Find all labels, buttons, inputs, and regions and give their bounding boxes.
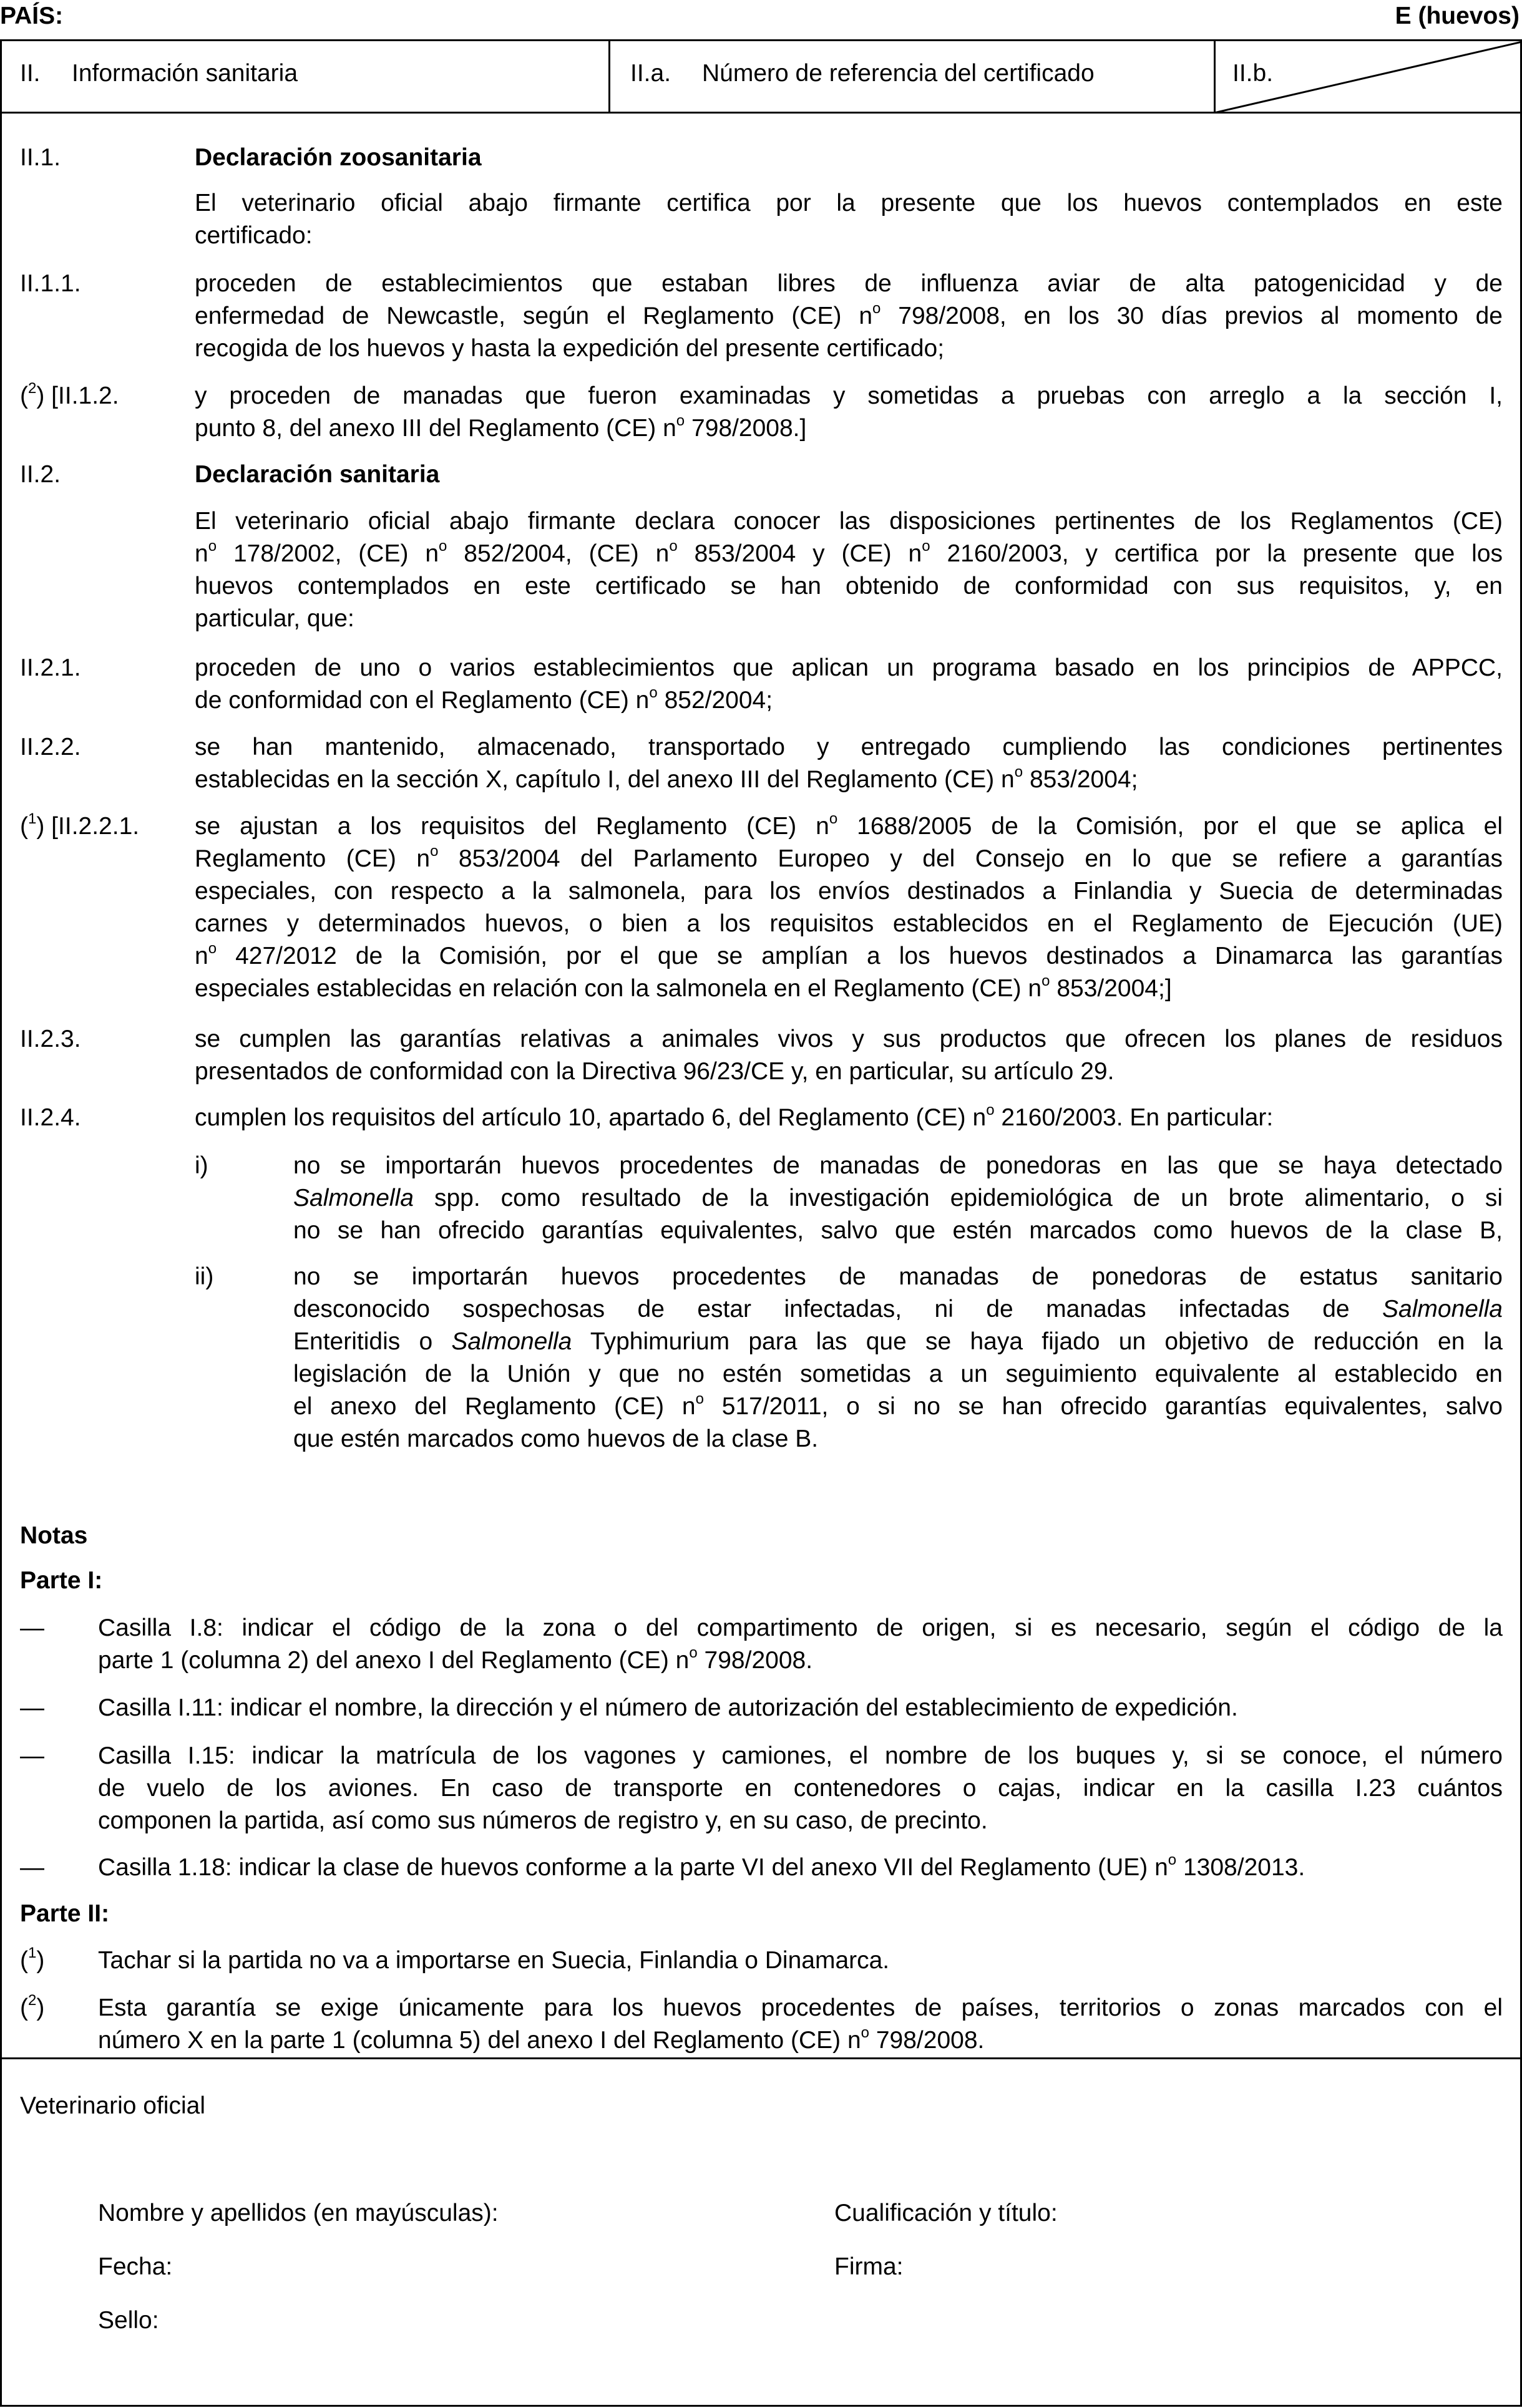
qualification-label: Cualificación y título: <box>834 2200 1058 2226</box>
clause-text: y proceden de manadas que fueron examinadas y sometidas a pruebas con arreglo a la sección I, punto 8, del anexo III del Reglamento (CE) $n^o$ 798/2008.] <box>195 382 1503 442</box>
notes-part2-heading: Parte II: <box>20 1900 110 1927</box>
date-label: Fecha: <box>98 2253 173 2280</box>
note-dash: — <box>20 1854 44 1881</box>
country-label: PAÍS: <box>0 2 64 29</box>
clause-text: se ajustan a los requisitos del Reglamento (CE) $n^o$ 1688/2005 de la Comisión, por el que se aplica el Reglamento (CE) $n^o$ 853/2004 del Parlamento Europeo y del Consejo en lo que se refiere a garantías especiales, con respecto a la salmonela, para los envíos destinados a Finlandia y Suecia de determinadas carnes y determinados huevos, o bien a los requisitos establecidos en el Reglamento de Ejecución (UE) $n^o$ 427/2012 de la Comisión, por el que se amplían a los huevos destinados a Dinamarca las garantías especiales establecidas en relación con la salmonela en el Reglamento (CE) $n^o$ 853/2004;] <box>195 810 1503 1002</box>
clause-number: ($^2$) [II.1.2. <box>20 380 119 409</box>
note-dash: — <box>20 1694 44 1721</box>
header-divider-1 <box>608 39 610 113</box>
clause-number: II.2.2. <box>20 734 81 760</box>
notes-title: Notas <box>20 1522 88 1549</box>
footnote-marker: ($^2$) <box>20 1992 45 2021</box>
signature-label: Firma: <box>834 2253 904 2280</box>
note-dash: — <box>20 1742 44 1769</box>
section-title: Declaración sanitaria <box>195 461 440 488</box>
frame-left-line <box>0 39 2 2407</box>
header-col2-number: II.a. <box>630 60 671 87</box>
section-intro: El veterinario oficial abajo firmante certifica por la presente que los huevos contemplados en este certificado: <box>195 190 1503 249</box>
note-item: Casilla I.15: indicar la matrícula de los vagones y camiones, el nombre de los buques y, si se conoce, el número de vuelo de los aviones. En caso de transporte en contenedores o cajas, indicar en la casilla I.23 cuántos componen la partida, así como sus números de registro y, en su caso, de precinto. <box>98 1742 1503 1834</box>
clause-text: se han mantenido, almacenado, transportado y entregado cumpliendo las condiciones pertinentes establecidas en la sección X, capítulo I, del anexo III del Reglamento (CE) $n^o$ 853/2004; <box>195 734 1503 793</box>
subitem-text: no se importarán huevos procedentes de manadas de ponedoras de estatus sanitario desconocido sospechosas de estar infectadas, ni de manadas infectadas de Salmonella Enteritidis o Salmonella Typhimurium para las que se haya fijado un objetivo de reducción en la legislación de la Unión y que no estén sometidas a un seguimiento equivalente al establecido en el anexo del Reglamento (CE) $n^o$ 517/2011, o si no se han ofrecido garantías equivalentes, salvo que estén marcados como huevos de la clase B. <box>293 1263 1503 1452</box>
note-dash: — <box>20 1614 44 1641</box>
clause-number: ($^1$) [II.2.2.1. <box>20 810 140 840</box>
notes-part1-heading: Parte I: <box>20 1567 103 1594</box>
frame-bottom-line <box>0 2405 1522 2407</box>
footnote-text: Esta garantía se exige únicamente para los huevos procedentes de países, territorios o zonas marcados con el número X en la parte 1 (columna 5) del anexo I del Reglamento (CE) $n^o$ 798/2008. <box>98 1994 1503 2054</box>
section-title: Declaración zoosanitaria <box>195 144 482 171</box>
clause-number: II.2.4. <box>20 1104 81 1131</box>
clause-number: II.2.3. <box>20 1026 81 1052</box>
country-value: E (huevos) <box>1395 2 1520 29</box>
clause-text: proceden de establecimientos que estaban libres de influenza aviar de alta patogenicidad y de enfermedad de Newcastle, según el Reglamento (CE) $n^o$ 798/2008, en los 30 días previos al momento de recogida de los huevos y hasta la expedición del presente certificado; <box>195 270 1503 362</box>
header-col2-label: Número de referencia del certificado <box>702 60 1095 87</box>
footnote-marker: ($^1$) <box>20 1944 45 1974</box>
note-item: Casilla I.11: indicar el nombre, la dirección y el número de autorización del establecimiento de expedición. <box>98 1694 1238 1721</box>
section-divider-line <box>0 2057 1522 2059</box>
clause-text: se cumplen las garantías relativas a animales vivos y sus productos que ofrecen los planes de residuos presentados de conformidad con la Directiva 96/23/CE y, en particular, su artículo 29. <box>195 1026 1503 1085</box>
subitem-number: i) <box>195 1152 208 1179</box>
note-item: Casilla 1.18: indicar la clase de huevos conforme a la parte VI del anexo VII del Reglamento (UE) $n^o$ 1308/2013. <box>98 1852 1305 1881</box>
subitem-number: ii) <box>195 1263 214 1290</box>
name-label: Nombre y apellidos (en mayúsculas): <box>98 2200 499 2226</box>
clause-number: II.1.1. <box>20 270 81 297</box>
clause-text: proceden de uno o varios establecimientos que aplican un programa basado en los principios de APPCC, de conformidad con el Reglamento (CE) $n^o$ 852/2004; <box>195 654 1503 714</box>
clause-number: II.2.1. <box>20 654 81 681</box>
section-number: II.2. <box>20 461 61 488</box>
note-item: Casilla I.8: indicar el código de la zona o del compartimento de origen, si es necesario, según el código de la parte 1 (columna 2) del anexo I del Reglamento (CE) $n^o$ 798/2008. <box>98 1614 1503 1674</box>
header-col3-number: II.b. <box>1232 60 1274 87</box>
header-col1-number: II. <box>20 60 41 87</box>
signature-title: Veterinario oficial <box>20 2092 205 2119</box>
section-intro: El veterinario oficial abajo firmante declara conocer las disposiciones pertinentes de los Reglamentos (CE) $n^o$ 178/2002, (CE) $n^o$ 852/2004, (CE) $n^o$ 853/2004 y (CE) $n^o$ 2160/2003, y certifica por la presente que los huevos contemplados en este certificado se han obtenido de conformidad con sus requisitos, y, en particular, que: <box>195 508 1503 632</box>
seal-label: Sello: <box>98 2307 159 2334</box>
subitem-text: no se importarán huevos procedentes de manadas de ponedoras en las que se haya detectado Salmonella spp. como resultado de la investigación epidemiológica de un brote alimentario, o si no se han ofrecido garantías equivalentes, salvo que estén marcados como huevos de la clase B, <box>293 1152 1503 1244</box>
header-col1-label: Información sanitaria <box>72 60 298 87</box>
section-number: II.1. <box>20 144 61 171</box>
footnote-text: Tachar si la partida no va a importarse en Suecia, Finlandia o Dinamarca. <box>98 1947 890 1974</box>
clause-text: cumplen los requisitos del artículo 10, apartado 6, del Reglamento (CE) $n^o$ 2160/2003. En particular: <box>195 1102 1274 1131</box>
